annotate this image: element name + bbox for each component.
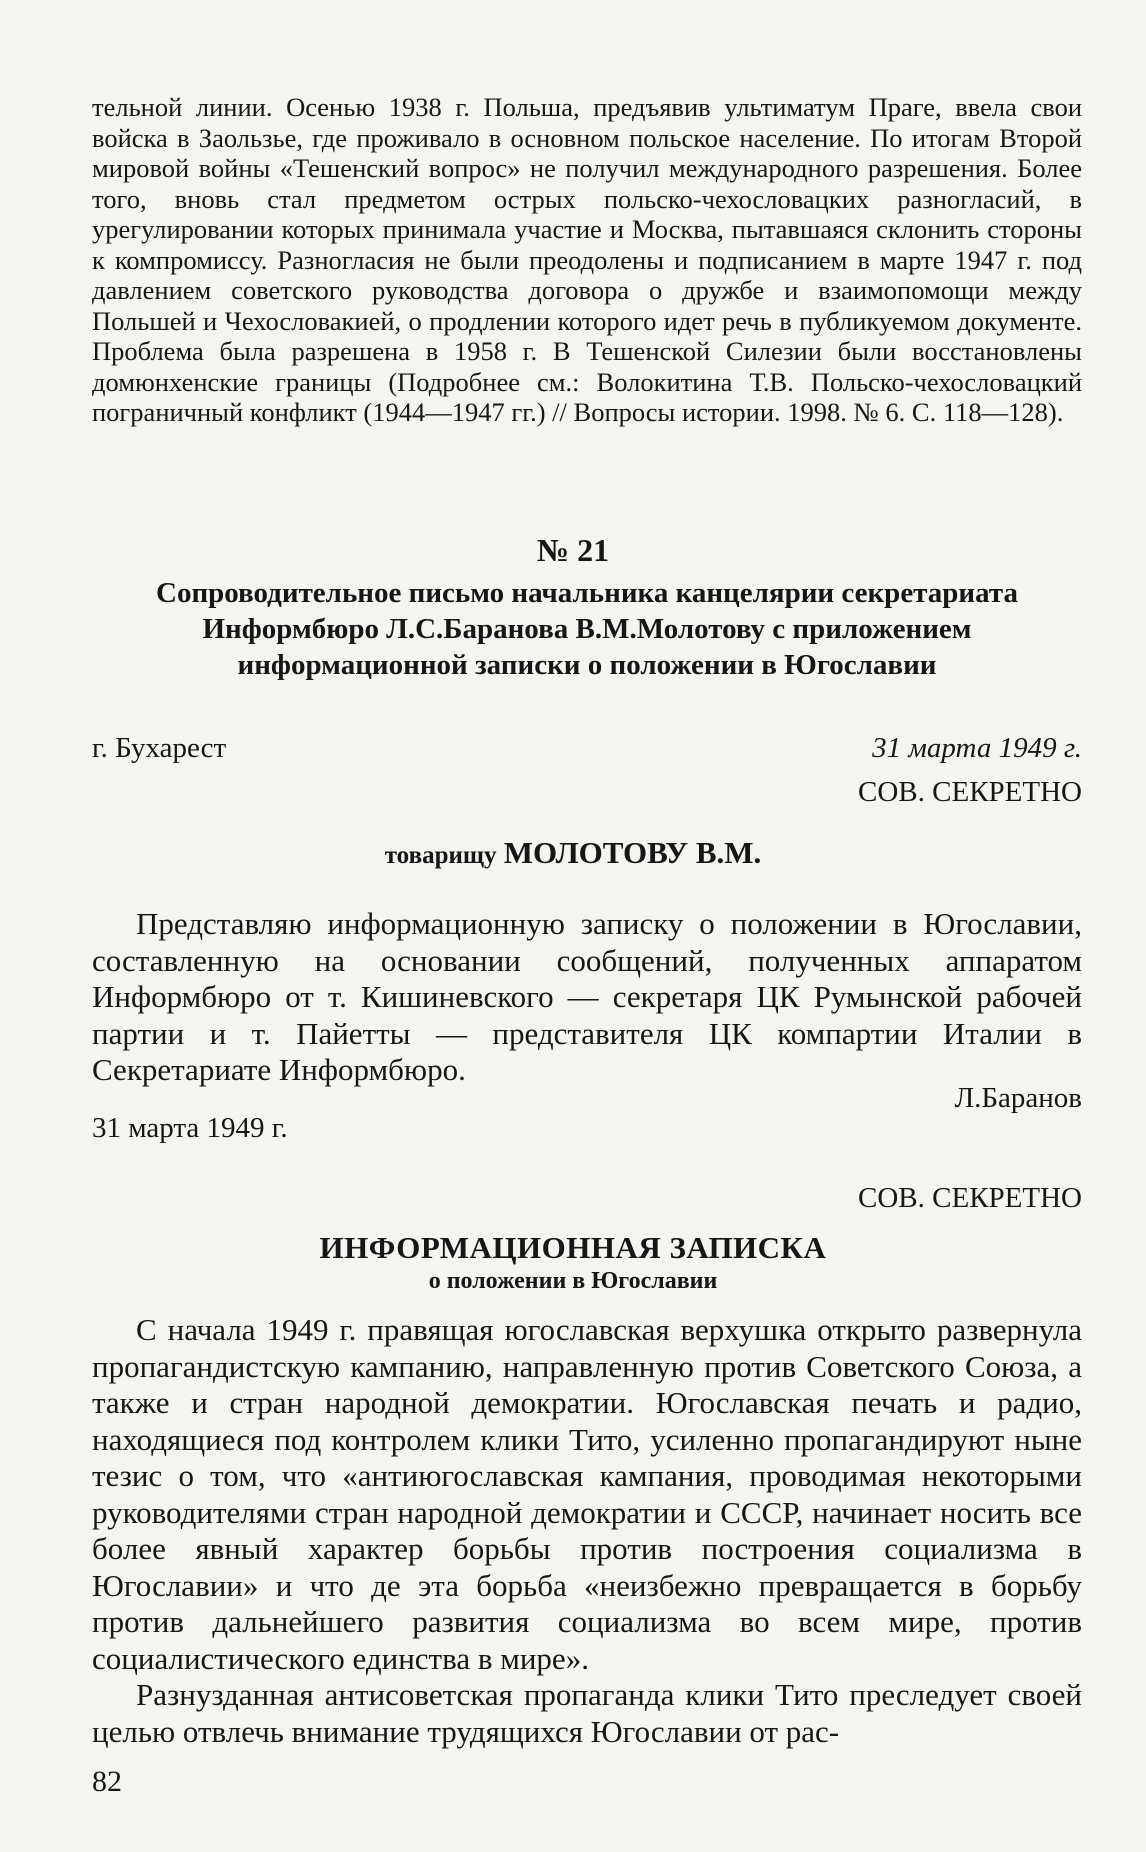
document-number: № 21 — [536, 532, 610, 568]
classification-stamp: СОВ. СЕКРЕТНО — [858, 776, 1082, 808]
page-number: 82 — [92, 1765, 122, 1798]
addressee — [0, 835, 1146, 871]
addressee-name: МОЛОТОВУ В.М. — [503, 835, 762, 870]
note-title: ИНФОРМАЦИОННАЯ ЗАПИСКА — [319, 1230, 827, 1265]
letter-body — [92, 906, 1082, 1089]
signature: Л.Баранов — [954, 1082, 1082, 1114]
document-heading: Сопроводительное письмо начальника канцелярии секретариата Информбюро Л.С.Баранова В.М.Молотову с приложением информационной записки о положении в Югославии — [156, 577, 1018, 681]
signature-date: 31 марта 1949 г. — [92, 1112, 288, 1144]
note-subtitle: о положении в Югославии — [428, 1268, 718, 1294]
note-body — [92, 1312, 1082, 1750]
letter-paragraph: Представляю информационную записку о положении в Югославии, составленную на основании сообщений, полученных аппаратом Информбюро от т. Кишиневского — секретаря ЦК Румынской рабочей партии и т. Пайетты — представителя ЦК компартии Италии в Секретариате Информбюро. — [92, 906, 1082, 1087]
note-classification: СОВ. СЕКРЕТНО — [858, 1182, 1082, 1214]
place: г. Бухарест — [92, 732, 227, 764]
date: 31 марта 1949 г. — [872, 732, 1082, 764]
note-paragraph-1: С начала 1949 г. правящая югославская верхушка открыто развернула пропагандистскую кампанию, направленную против Советского Союза, а также и стран народной демократии. Югославская печать и радио, находящиеся под контролем клики Тито, усиленно пропагандируют ныне тезис о том, что «антиюгославская кампания, проводимая некоторыми руководителями стран народной демократии и СССР, начинает носить все более явный характер борьбы против построения социализма в Югославии» и что де эта борьба «неизбежно превращается в борьбу против дальнейшего развития социализма во всем мире, против социалистического единства в мире». — [92, 1312, 1082, 1676]
note-paragraph-2: Разнузданная антисоветская пропаганда клики Тито преследует своей целью отвлечь внимание трудящихся Югославии от рас- — [92, 1677, 1082, 1749]
footnote-text: тельной линии. Осенью 1938 г. Польша, предъявив ультиматум Праге, ввела свои войска в Заользье, где проживало в основном польское население. По итогам Второй мировой войны «Тешенский вопрос» не получил международного разрешения. Более того, вновь стал предметом острых польско-чехословацких разногласий, в урегулировании которых принимала участие и Москва, пытавшаяся склонить стороны к компромиссу. Разногласия не были преодолены и подписанием в марте 1947 г. под давлением советского руководства договора о дружбе и взаимопомощи между Польшей и Чехословакией, о продлении которого идет речь в публикуемом документе. Проблема была разрешена в 1958 г. В Тешенской Силезии были восстановлены домюнхенские границы (Подробнее см.: Волокитина Т.В. Польско-чехословацкий пограничный конфликт (1944—1947 гг.) // Вопросы истории. 1998. № 6. С. 118—128). — [92, 92, 1082, 427]
addressee-lead: товарищу — [384, 842, 497, 869]
